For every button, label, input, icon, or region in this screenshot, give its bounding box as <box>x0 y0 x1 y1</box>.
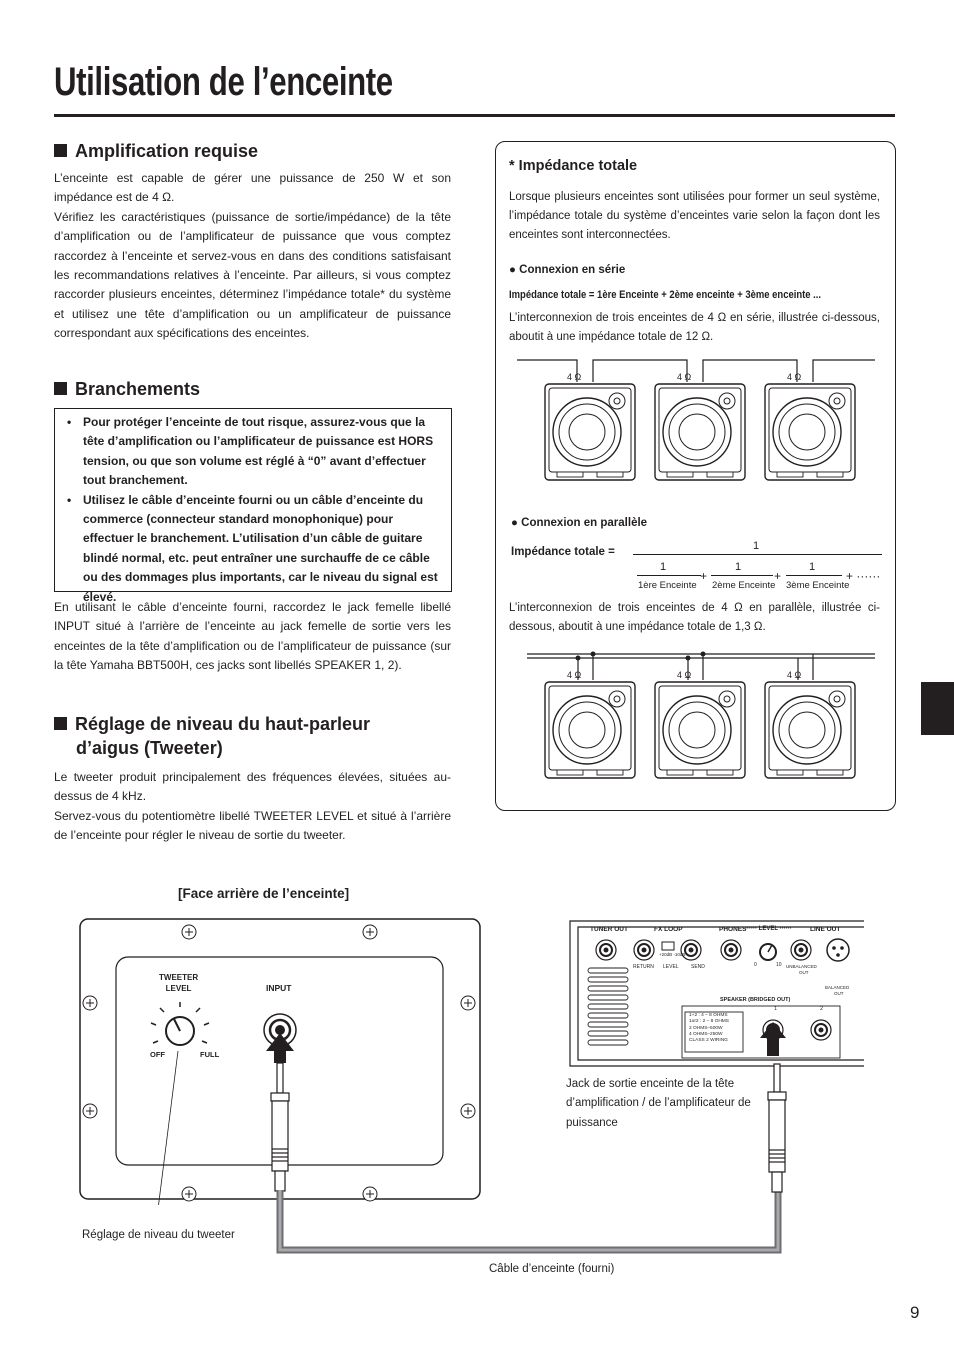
amp-label: RETURN <box>633 964 654 970</box>
amp-label: SEND <box>691 964 705 970</box>
amp-rear-panel <box>566 918 866 1068</box>
parallele-label: ● Connexion en parallèle <box>511 517 648 529</box>
title-rule <box>54 114 895 117</box>
parallele-formula-left: Impédance totale = <box>511 546 615 558</box>
amplification-text <box>54 169 451 344</box>
off-label: OFF <box>150 1050 165 1059</box>
vent-slot <box>588 1040 628 1045</box>
speaker-cable <box>270 1190 790 1260</box>
ohm-label: 4 Ω <box>677 670 692 680</box>
amp-label: FX LOOP <box>654 926 683 933</box>
screw-icon <box>182 925 196 939</box>
screw-icon <box>182 1187 196 1201</box>
amp-label: BALANCED <box>825 985 850 990</box>
branchements-heading: Branchements <box>54 377 200 401</box>
warning-item: • Pour protéger l’enceinte de tout risque, assurez-vous que la tête d’amplification ou l’amplificateur de puissance est HORS tension, ou que son volume est réglé à “0” avant d’effectuer tout branchement. <box>67 415 434 488</box>
square-bullet-icon <box>54 717 67 730</box>
amp-label: +20dB -10dB <box>659 952 686 957</box>
speaker-cabinet-icon <box>655 670 745 778</box>
jack-socket-icon[interactable] <box>596 940 616 960</box>
serie-label: ● Connexion en série <box>509 264 626 276</box>
amp-spec-box: 1+2 : 4 – 8 OHMS 1or2 : 2 – 8 OHMS 2 OHMS–500W 4 OHMS–250W CLASS 2 WIRING <box>689 1013 729 1044</box>
jack-socket-icon[interactable] <box>681 940 701 960</box>
jack-socket-icon[interactable] <box>791 940 811 960</box>
input-label: INPUT <box>266 983 292 993</box>
vent-slot <box>588 986 628 991</box>
rear-panel <box>78 915 484 1205</box>
jack-socket-icon[interactable] <box>721 940 741 960</box>
ohm-label: 4 Ω <box>787 372 802 382</box>
chapter-tab <box>921 682 954 735</box>
parallele-diagram <box>505 650 885 786</box>
ohm-label: 4 Ω <box>677 372 692 382</box>
impedance-intro: Lorsque plusieurs enceintes sont utilisées pour former un seul système, l’impédance totale du système d’enceintes varie selon la façon dont les enceintes sont interconnectées. <box>509 191 880 241</box>
amplification-p1: L’enceinte est capable de gérer une puissance de 250 W et son impédance est de 4 Ω. <box>54 171 451 205</box>
den-label: 1ère Enceinte <box>638 580 697 591</box>
square-bullet-icon <box>54 144 67 157</box>
ohm-label: 4 Ω <box>567 372 582 382</box>
dot-icon: ● <box>509 264 516 276</box>
cable-callout: Câble d’enceinte (fourni) <box>489 1263 615 1275</box>
speaker-cabinet-icon <box>765 372 855 480</box>
amp-label: LEVEL <box>663 964 679 970</box>
fraction-bar <box>633 554 882 555</box>
amp-label: 2 <box>820 1006 824 1012</box>
amp-label: LINE OUT <box>810 926 841 933</box>
amp-label: OUT <box>799 970 809 975</box>
plus-sign: + <box>700 569 708 583</box>
amp-label: OUT <box>834 991 844 996</box>
serie-wire <box>703 360 797 382</box>
serie-text: L’interconnexion de trois enceintes de 4 Ω en série, illustrée ci-dessous, aboutit à une impédance totale de 12 Ω. <box>509 312 880 343</box>
vent-slot <box>588 1022 628 1027</box>
xlr-socket-icon[interactable] <box>827 939 849 961</box>
vent-slot <box>588 1031 628 1036</box>
speaker-cabinet-icon <box>655 372 745 480</box>
dot-icon: ● <box>511 517 518 529</box>
sub-numerator: 1 <box>660 561 667 573</box>
tweeter-level-label: TWEETER LEVEL <box>159 973 199 993</box>
screw-icon <box>363 925 377 939</box>
jack-socket-icon[interactable] <box>811 1020 831 1040</box>
screw-icon <box>461 996 475 1010</box>
formula-numerator: 1 <box>753 540 760 552</box>
speaker-cabinet-icon <box>545 670 635 778</box>
amp-label: SPEAKER (BRIDGED OUT) <box>720 997 791 1003</box>
serie-wire <box>813 360 875 382</box>
serie-diagram <box>505 352 885 488</box>
amp-label: 0 <box>754 962 757 968</box>
screw-icon <box>83 996 97 1010</box>
serie-formula: Impédance totale = 1ère Enceinte + 2ème enceinte + 3ème enceinte ... <box>509 289 822 301</box>
screw-icon <box>461 1104 475 1118</box>
amp-label: TUNER OUT <box>590 926 628 933</box>
speaker-cabinet-icon <box>765 670 855 778</box>
amp-label: UNBALANCED <box>786 964 817 969</box>
vent-slot <box>588 1013 628 1018</box>
sub-fraction-bar <box>637 575 701 576</box>
ohm-label: 4 Ω <box>567 670 582 680</box>
branchements-text: En utilisant le câble d’enceinte fourni, raccordez le jack femelle libellé INPUT situé à l’arrière de l’enceinte au jack femelle de sortie vers les enceintes de la tête d’amplification ou de l’amplificateur de puissance (sur la tête Yamaha BBT500H, ces jacks sont libellés SPEAKER 1, 2). <box>54 600 451 673</box>
tweeter-heading: Réglage de niveau du haut-parleur d’aigus (Tweeter) <box>54 712 454 760</box>
jack-socket-icon[interactable] <box>634 940 654 960</box>
vent-slot <box>588 1004 628 1009</box>
vent-slot <box>588 977 628 982</box>
warning-box <box>54 408 452 604</box>
vent-slot <box>588 968 628 973</box>
amp-label: 10 <box>776 962 782 968</box>
den-label: 2ème Enceinte <box>712 580 776 591</box>
sub-numerator: 1 <box>809 561 816 573</box>
amp-label: 1 <box>774 1006 778 1012</box>
amplification-heading: Amplification requise <box>54 139 258 163</box>
tweeter-callout: Réglage de niveau du tweeter <box>82 1229 235 1241</box>
sub-fraction-bar <box>786 575 842 576</box>
parallele-text: L’interconnexion de trois enceintes de 4 Ω en parallèle, illustrée ci-dessous, aboutit à une impédance totale de 1,3 Ω. <box>509 602 880 633</box>
jack-plug <box>764 1060 790 1200</box>
den-label: 3ème Enceinte <box>786 580 850 591</box>
tweeter-text: Le tweeter produit principalement des fréquences élevées, situées au-dessus de 4 kHz. Servez-vous du potentiomètre libellé TWEETER LEVEL et situé à l’arrière de l’enceinte pour régler le niveau de sortie du tweeter. <box>54 770 451 843</box>
vent-slot <box>588 995 628 1000</box>
amplification-p2: Vérifiez les caractéristiques (puissance de sortie/impédance) de la tête d’amplification ou de l’amplificateur de puissance que vous comptez raccordez à l’enceinte et servez-vous en dans des conditions satisfaisant les recommandations relatives à l’enceinte. Par ailleurs, si vous comptez raccorder plusieurs enceintes, déterminez l’impédance totale* du système et utilisez une tête d’amplification ou un amplificateur de puissance correspondant aux spécifications des enceintes. <box>54 209 451 341</box>
ohm-label: 4 Ω <box>787 670 802 680</box>
speaker-cabinet-icon <box>545 372 635 480</box>
jack-callout: Jack de sortie enceinte de la tête d’amplification / de l’amplificateur de puissance <box>566 1078 751 1129</box>
impedance-heading: * Impédance totale <box>509 158 638 174</box>
amp-label: PHONES <box>719 926 747 933</box>
screw-icon <box>83 1104 97 1118</box>
page-title: Utilisation de l’enceinte <box>54 60 393 104</box>
warning-item: • Utilisez le câble d’enceinte fourni ou un câble d’enceinte du commerce (connecteur standard monophonique) pour effectuer le branchement. L’utilisation d’un câble de guitare blindé normal, etc. peut entraîner une surchauffe de ce câble ou des dommages plus importants, car le niveau du signal est élevé. <box>67 492 438 604</box>
sub-fraction-bar <box>711 575 773 576</box>
full-label: FULL <box>200 1050 220 1059</box>
ellipsis: + ······ <box>846 569 881 583</box>
plus-sign: + <box>774 569 782 583</box>
sub-numerator: 1 <box>735 561 742 573</box>
page-number: 9 <box>910 1303 920 1322</box>
serie-wire <box>593 360 687 382</box>
square-bullet-icon <box>54 382 67 395</box>
rear-caption: [Face arrière de l’enceinte] <box>178 886 350 901</box>
amp-label: ······ LEVEL ······ <box>745 926 792 932</box>
